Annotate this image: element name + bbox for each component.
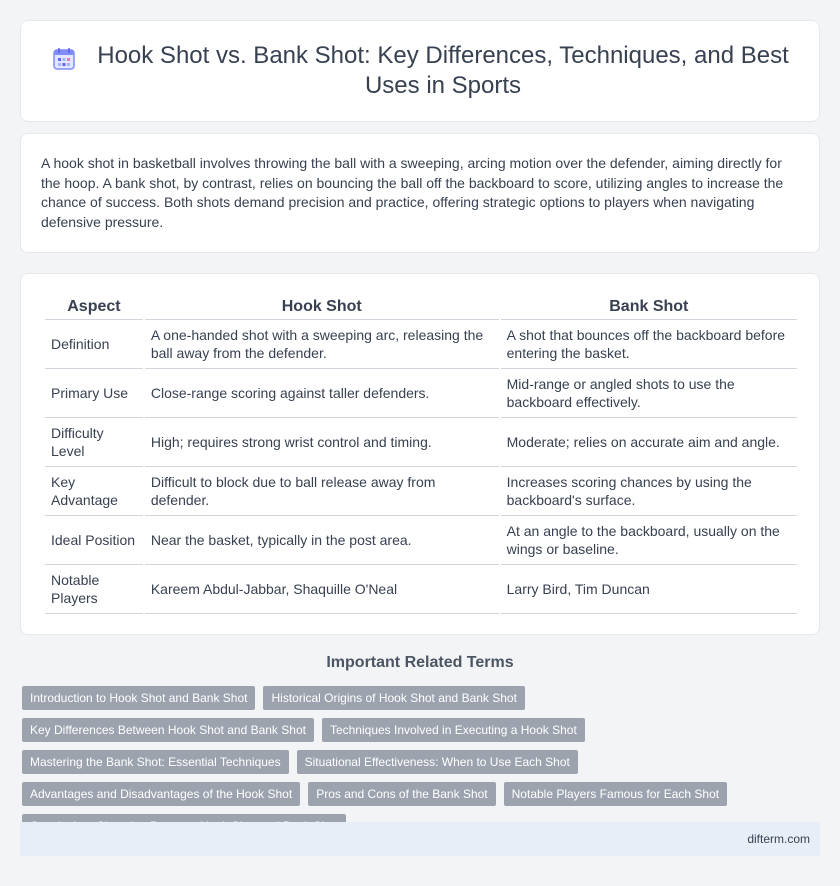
comparison-card [20,273,820,635]
table-row [45,369,797,418]
related-term-tag[interactable]: Notable Players Famous for Each Shot [504,782,727,806]
header-bank-shot: Bank Shot [501,294,797,320]
row-aspect: Primary Use [45,369,143,418]
row-hook-shot: Near the basket, typically in the post area. [145,516,499,565]
row-bank-shot: Larry Bird, Tim Duncan [501,565,797,614]
row-aspect: Difficulty Level [45,418,143,467]
footer-site-name[interactable]: difterm.com [747,832,810,846]
row-hook-shot: Difficult to block due to ball release away from defender. [145,467,499,516]
row-bank-shot: Increases scoring chances by using the backboard's surface. [501,467,797,516]
calendar-grid-icon [51,46,77,72]
table-row [45,565,797,614]
row-bank-shot: Mid-range or angled shots to use the backboard effectively. [501,369,797,418]
row-hook-shot: Close-range scoring against taller defenders. [145,369,499,418]
header-card [20,20,820,122]
related-term-tag[interactable]: Techniques Involved in Executing a Hook Shot [322,718,585,742]
table-row [45,516,797,565]
related-term-tag[interactable]: Historical Origins of Hook Shot and Bank Shot [263,686,524,710]
row-bank-shot: A shot that bounces off the backboard before entering the basket. [501,320,797,369]
intro-paragraph: A hook shot in basketball involves throwing the ball with a sweeping, arcing motion over the defender, aiming directly for the hoop. A bank shot, by contrast, relies on bouncing the ball off the backboard to score, utilizing angles to increase the chance of success. Both shots demand precision and practice, offering strategic options to players when navigating defensive pressure. [41,155,784,230]
related-term-tag[interactable]: Key Differences Between Hook Shot and Bank Shot [22,718,314,742]
intro-card [20,133,820,253]
row-hook-shot: High; requires strong wrist control and timing. [145,418,499,467]
related-term-tag[interactable]: Pros and Cons of the Bank Shot [308,782,495,806]
row-aspect: Notable Players [45,565,143,614]
related-terms-title: Important Related Terms [326,654,514,671]
header-aspect: Aspect [45,294,143,320]
row-aspect: Ideal Position [45,516,143,565]
row-hook-shot: Kareem Abdul-Jabbar, Shaquille O'Neal [145,565,499,614]
row-bank-shot: At an angle to the backboard, usually on the wings or baseline. [501,516,797,565]
related-term-tag[interactable]: Introduction to Hook Shot and Bank Shot [22,686,255,710]
page-title: Hook Shot vs. Bank Shot: Key Differences, Techniques, and Best Uses in Sports [97,42,789,99]
related-term-tag[interactable]: Mastering the Bank Shot: Essential Techniques [22,750,289,774]
row-hook-shot: A one-handed shot with a sweeping arc, releasing the ball away from the defender. [145,320,499,369]
header-hook-shot: Hook Shot [145,294,499,320]
related-term-tag[interactable]: Advantages and Disadvantages of the Hook Shot [22,782,300,806]
table-row [45,467,797,516]
table-header-row [45,294,797,320]
row-aspect: Definition [45,320,143,369]
comparison-table [43,294,799,614]
related-terms-list [22,686,822,838]
table-row [45,320,797,369]
related-term-tag[interactable]: Situational Effectiveness: When to Use Each Shot [297,750,578,774]
row-aspect: Key Advantage [45,467,143,516]
row-bank-shot: Moderate; relies on accurate aim and angle. [501,418,797,467]
footer [20,822,820,856]
table-row [45,418,797,467]
